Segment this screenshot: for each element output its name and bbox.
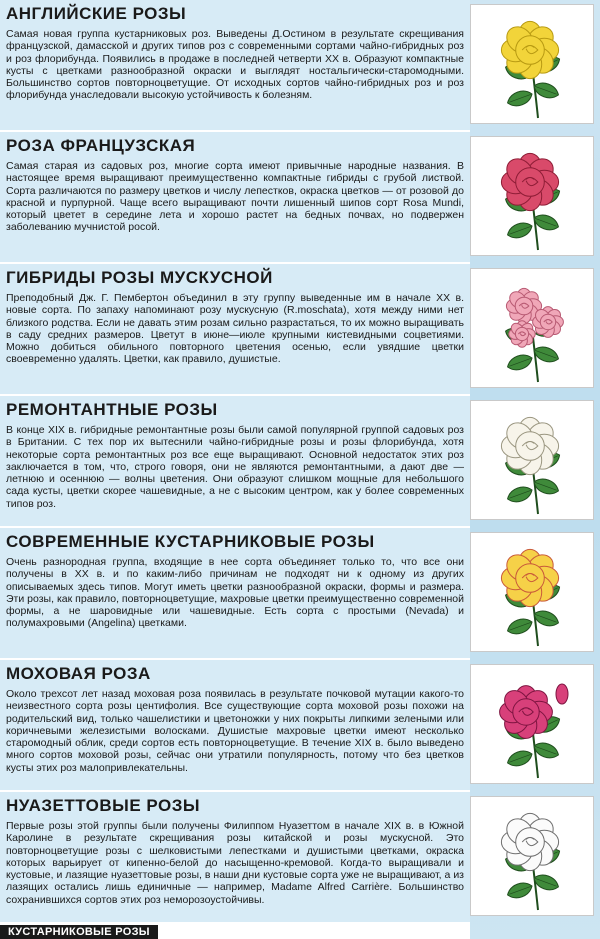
flower-image <box>470 268 594 388</box>
pink-rose-cluster-icon <box>474 272 590 384</box>
section-musk-hybrids <box>0 264 600 394</box>
section-noisette-roses <box>0 792 600 922</box>
section-text: Около трехсот лет назад моховая роза появилась в результате почковой мутации какого-то неизвестного сорта розы центифолия. Все существующие сорта моховой розы похожи на родительский вид, только чашелистики и цветоножки у них покрыты липкими зелеными или коричневыми железистыми волосками. Душистые махровые цветки имеют несколько старомодный облик, среди сортов есть повторноцветущие. В течение XIX в. было выведено много сортов моховой розы, сейчас они утратили популярность, потому что без цветков кусты этих роз малопривлекательны. <box>6 688 464 774</box>
section-title: АНГЛИЙСКИЕ РОЗЫ <box>6 4 187 23</box>
section-text: Самая старая из садовых роз, многие сорта имеют привычные народные названия. В настоящее время выращивают преимущественно компактные гибриды с грубой листвой. Сорта различаются по размеру цветков и числу лепестков, окраска цветков — от розовой до красной и пурпурной. Чаще всего выращивают почти лишенный шипов сорт Rosa Mundi, который цветет в середине лета и хорошо растет на бедных почвах, но подвержен заболеванию мучнистой росой. <box>6 160 464 234</box>
section-french-rose <box>0 132 600 262</box>
section-title: РОЗА ФРАНЦУЗСКАЯ <box>6 136 196 155</box>
yellow-rose-icon <box>474 8 590 120</box>
white-noisette-rose-icon <box>474 800 590 912</box>
section-modern-shrub-roses <box>0 528 600 658</box>
section-title: СОВРЕМЕННЫЕ КУСТАРНИКОВЫЕ РОЗЫ <box>6 532 375 551</box>
flower-image <box>470 136 594 256</box>
section-title: МОХОВАЯ РОЗА <box>6 664 151 683</box>
section-english-roses <box>0 0 600 130</box>
red-rose-icon <box>474 140 590 252</box>
yellow-pink-rose-icon <box>474 536 590 648</box>
flower-image <box>470 796 594 916</box>
section-text: Самая новая группа кустарниковых роз. Выведены Д.Остином в результате скрещивания французской, дамасской и других типов роз с современными сортами чайно-гибридных роз и роз флорибунда. Появились в продаже в последней четверти XX в. Образуют компактные кусты с цветками разнообразной окраски и выглядят ностальгически-старомодными. Большинство сортов повторноцветущие. От исходных сортов чайно-гибридных роз и роз флорибунда унаследовали высокую устойчивость к болезням. <box>6 28 464 102</box>
section-title: РЕМОНТАНТНЫЕ РОЗЫ <box>6 400 218 419</box>
section-title: ГИБРИДЫ РОЗЫ МУСКУСНОЙ <box>6 268 273 287</box>
section-moss-rose <box>0 660 600 790</box>
section-text: Первые розы этой группы были получены Филиппом Нуазеттом в начале XIX в. в Южной Каролине в результате скрещивания розы китайской и розы мускусной. Это повторноцветущие розы с шелковистыми лепестками и душистыми цветками, окраска которых варьирует от кипенно-белой до насыщенно-кремовой. Когда-то выращивали и кустовые, и лазящие нуазеттовые розы, в наши дни кустовые сорта уже не выращивают, а из лазящих остались лишь единичные — например, Madame Alfred Carrière. Большинство сохранившихся сортов этих роз неморозоустойчивы. <box>6 820 464 906</box>
section-text: Очень разнородная группа, входящие в нее сорта объединяет только то, что все они получены в XX в. и по каким-либо причинам не подходят ни к одному из других описываемых здесь типов. Могут иметь цветки разнообразной окраски, формы и размера. Эти розы, как правило, повторноцветущие, махровые цветки преимущественно современной формы, а не шаровидные или чашевидные. Есть сорта с простыми (Nevada) и полумахровыми (Angelina) цветками. <box>6 556 464 630</box>
magenta-rose-icon <box>474 668 590 780</box>
white-rose-icon <box>474 404 590 516</box>
section-text: Преподобный Дж. Г. Пембертон объединил в эту группу выведенные им в начале XX в. новые сорта. По запаху напоминают розу мускусную (R.moschata), хотя между ними нет близкого родства. Если не давать этим розам сильно разрастаться, то их можно выращивать в саду средних размеров. Цветут в июне—июле крупными кистевидными соцветиями. Можно добиться обильного повторного цветения осенью, если увядшие цветки своевременно удалять. Цветки, как правило, душистые. <box>6 292 464 366</box>
section-remontant-roses <box>0 396 600 526</box>
section-text: В конце XIX в. гибридные ремонтантные розы были самой популярной группой садовых роз в Британии. С тех пор их вытеснили чайно-гибридные розы и розы флорибунда, хотя некоторые сорта ремонтантных роз все еще выращивают. Основной недостаток этих роз заключается в том, что, строго говоря, они не являются ремонтантными, а дают две — летнюю и осеннюю — волны цветения. Они образуют слишком мощные для небольшого сада кусты, цветки скорее чашевидные, а не с высоким центром, как у более современных типов роз. <box>6 424 464 510</box>
flower-image <box>470 664 594 784</box>
flower-image <box>470 532 594 652</box>
footer-label: КУСТАРНИКОВЫЕ РОЗЫ <box>0 925 158 939</box>
flower-image <box>470 400 594 520</box>
section-title: НУАЗЕТТОВЫЕ РОЗЫ <box>6 796 201 815</box>
flower-image <box>470 4 594 124</box>
